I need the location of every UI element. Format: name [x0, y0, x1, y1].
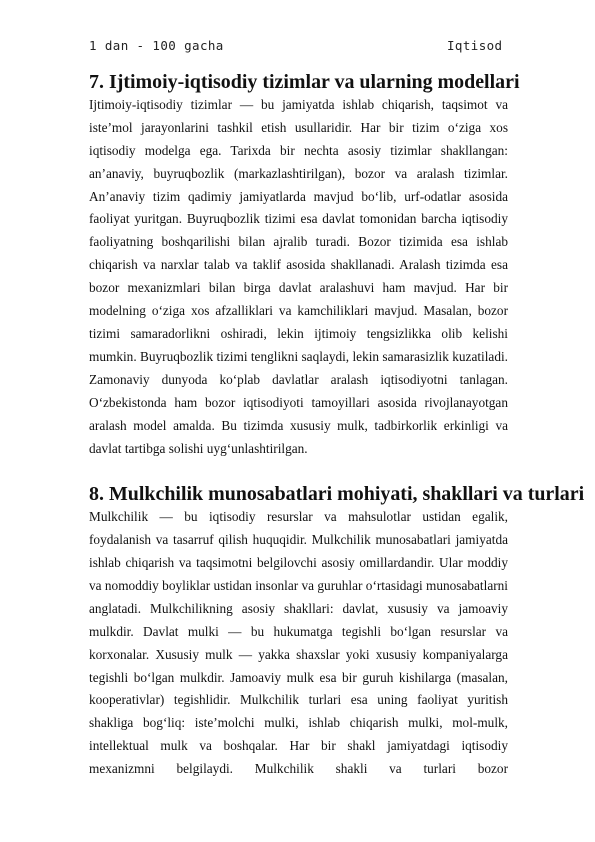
- section-title-8: 8. Mulkchilik munosabatlari mohiyati, shakllari va turlari: [89, 483, 585, 506]
- section-body-8: Mulkchilik — bu iqtisodiy resurslar va mahsulotlar ustidan egalik, foydalanish va tasarruf qilish huquqidir. Mulkchilik munosabatlari jamiyatda ishlab chiqarish va taqsimotni belgilovchi asosiy omillardandir. Ular moddiy va nomoddiy boyliklar ustidan insonlar va guruhlar o‘rtasidagi munosabatlarni anglatadi. Mulkchilikning asosiy shakllari: davlat, xususiy va jamoaviy mulkdir. Davlat mulki — bu hukumatga tegishli bo‘lgan resurslar va korxonalar. Xususiy mulk — yakka shaxslar yoki xususiy kompaniyalarga tegishli bo‘lgan mulkdir. Jamoaviy mulk esa bir guruh kishilarga (masalan, kooperativlar) tegishlidir. Mulkchilik turlari esa uning faoliyat yuritish shakliga bog‘liq: iste’molchi mulki, ishlab chiqarish mulki, mol-mulk, intellektual mulk va boshqalar. Har bir shakl jamiyatdagi iqtisodiy mexanizmni belgilaydi. Mulkchilik shakli va turlari bozor: [89, 509, 508, 777]
- section-title-7: 7. Ijtimoiy-iqtisodiy tizimlar va ularning modellari: [89, 71, 520, 93]
- header-subject: Iqtisod: [447, 38, 503, 53]
- section-body-7: Ijtimoiy-iqtisodiy tizimlar — bu jamiyatda ishlab chiqarish, taqsimot va iste’mol jarayonlarini tashkil etish usullaridir. Har bir tizim o‘ziga xos iqtisodiy modelga ega. Tarixda bir nechta asosiy tizimlar shakllangan: an’anaviy, buyruqbozlik (markazlashtirilgan), bozor va aralash tizimlar. An’anaviy tizim qadimiy jamiyatlarda mavjud bo‘lib, urf-odatlar asosida faoliyat yuritgan. Buyruqbozlik tizimi esa davlat tomonidan barcha iqtisodiy faoliyatning boshqarilishi bilan ajralib turadi. Bozor tizimida esa ishlab chiqarish va narxlar talab va taklif asosida shakllanadi. Aralash tizimda esa bozor mexanizmlari bilan birga davlat aralashuvi ham mavjud. Har bir modelning o‘ziga xos afzalliklari va kamchiliklari mavjud. Masalan, bozor tizimi samaradorlikni oshiradi, lekin ijtimoiy tengsizlikka olib kelishi mumkin. Buyruqbozlik tizimi tenglikni saqlaydi, lekin samarasizlik kuzatiladi. Zamonaviy dunyoda ko‘plab davlatlar aralash iqtisodiyotni tanlagan. O‘zbekistonda ham bozor iqtisodiyoti tamoyillari asosida rivojlanayotgan aralash model amalda. Bu tizimda xususiy mulk, tadbirkorlik erkinligi va davlat tartibga solishi uyg‘unlashtirilgan.: [89, 96, 508, 456]
- header-page-range: 1 dan - 100 gacha: [89, 38, 224, 53]
- document-body: [89, 71, 585, 781]
- running-header: [89, 38, 509, 56]
- section-spacer: [89, 460, 508, 483]
